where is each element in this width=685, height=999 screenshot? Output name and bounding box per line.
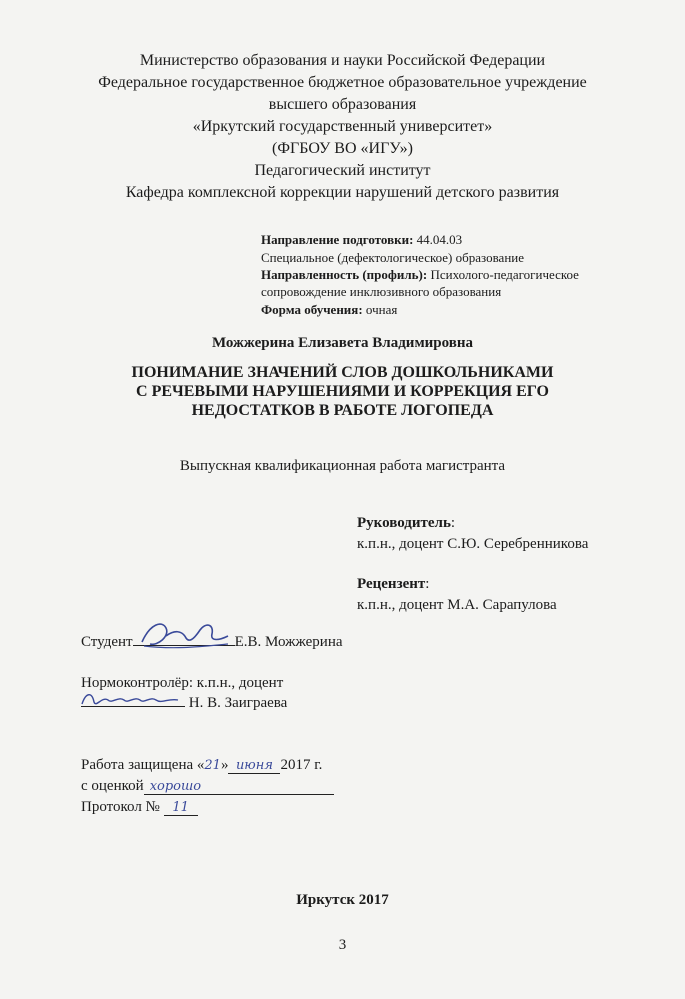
defense-year: 2017 г. — [280, 757, 323, 773]
page-number: 3 — [338, 937, 347, 953]
institution-line: Федеральное государственное бюджетное образовательное учреждение — [98, 74, 587, 91]
university-abbr: (ФГБОУ ВО «ИГУ») — [272, 140, 413, 157]
direction-row — [261, 232, 462, 248]
protocol-number: 11 — [164, 800, 198, 816]
grade-value: хорошо — [144, 779, 334, 795]
grade-row — [81, 778, 334, 795]
supervisor-label: Руководитель — [357, 515, 451, 531]
normcontrol-name: Н. В. Заиграева — [188, 695, 288, 711]
reviewer-colon: : — [425, 576, 430, 592]
thesis-title-line-3: НЕДОСТАТКОВ В РАБОТЕ ЛОГОПЕДА — [191, 402, 494, 419]
grade-label: с оценкой — [81, 778, 144, 794]
city-year: Иркутск 2017 — [296, 892, 389, 908]
student-label: Студент — [81, 634, 133, 650]
direction-label: Направление подготовки: — [261, 232, 414, 247]
thesis-title-line-1: ПОНИМАНИЕ ЗНАЧЕНИЙ СЛОВ ДОШКОЛЬНИКАМИ — [131, 364, 554, 381]
department-name: Кафедра комплексной коррекции нарушений детского развития — [125, 184, 560, 201]
profile-row — [261, 267, 579, 283]
reviewer-label-row — [357, 576, 429, 593]
profile-value-continued: сопровождение инклюзивного образования — [261, 284, 502, 299]
supervisor-label-row — [357, 515, 455, 532]
work-type: Выпускная квалификационная работа магистранта — [179, 458, 506, 474]
student-name: Е.В. Можжерина — [234, 634, 343, 650]
defense-row — [81, 757, 322, 774]
education-level-line: высшего образования — [268, 96, 417, 113]
direction-value: 44.04.03 — [416, 232, 463, 247]
profile-label: Направленность (профиль): — [261, 267, 428, 282]
form-value: очная — [365, 302, 398, 317]
protocol-label: Протокол № — [81, 799, 160, 815]
direction-name: Специальное (дефектологическое) образование — [261, 250, 525, 265]
thesis-title-line-2: С РЕЧЕВЫМИ НАРУШЕНИЯМИ И КОРРЕКЦИЯ ЕГО — [136, 383, 549, 400]
reviewer-label: Рецензент — [357, 576, 426, 592]
university-name: «Иркутский государственный университет» — [192, 118, 493, 135]
author-name: Можжерина Елизавета Владимировна — [211, 335, 474, 351]
supervisor-colon: : — [450, 515, 456, 531]
protocol-row — [81, 799, 198, 816]
ministry-line: Министерство образования и науки Российской Федерации — [139, 52, 546, 69]
defense-label: Работа защищена « — [81, 757, 205, 773]
normcontrol-label: Нормоконтролёр: к.п.н., доцент — [81, 675, 284, 691]
student-signature — [136, 616, 232, 656]
defense-month: июня — [228, 758, 280, 774]
form-label: Форма обучения: — [261, 302, 363, 317]
defense-day: 21 — [204, 758, 221, 773]
normcontrol-signature — [78, 688, 184, 714]
form-row — [261, 302, 397, 318]
profile-value: Психолого-педагогическое — [430, 267, 579, 282]
defense-quote-close: » — [220, 757, 229, 773]
supervisor-value: к.п.н., доцент С.Ю. Серебренникова — [357, 536, 589, 552]
institute-name: Педагогический институт — [254, 162, 431, 179]
reviewer-value: к.п.н., доцент М.А. Сарапулова — [357, 597, 557, 613]
